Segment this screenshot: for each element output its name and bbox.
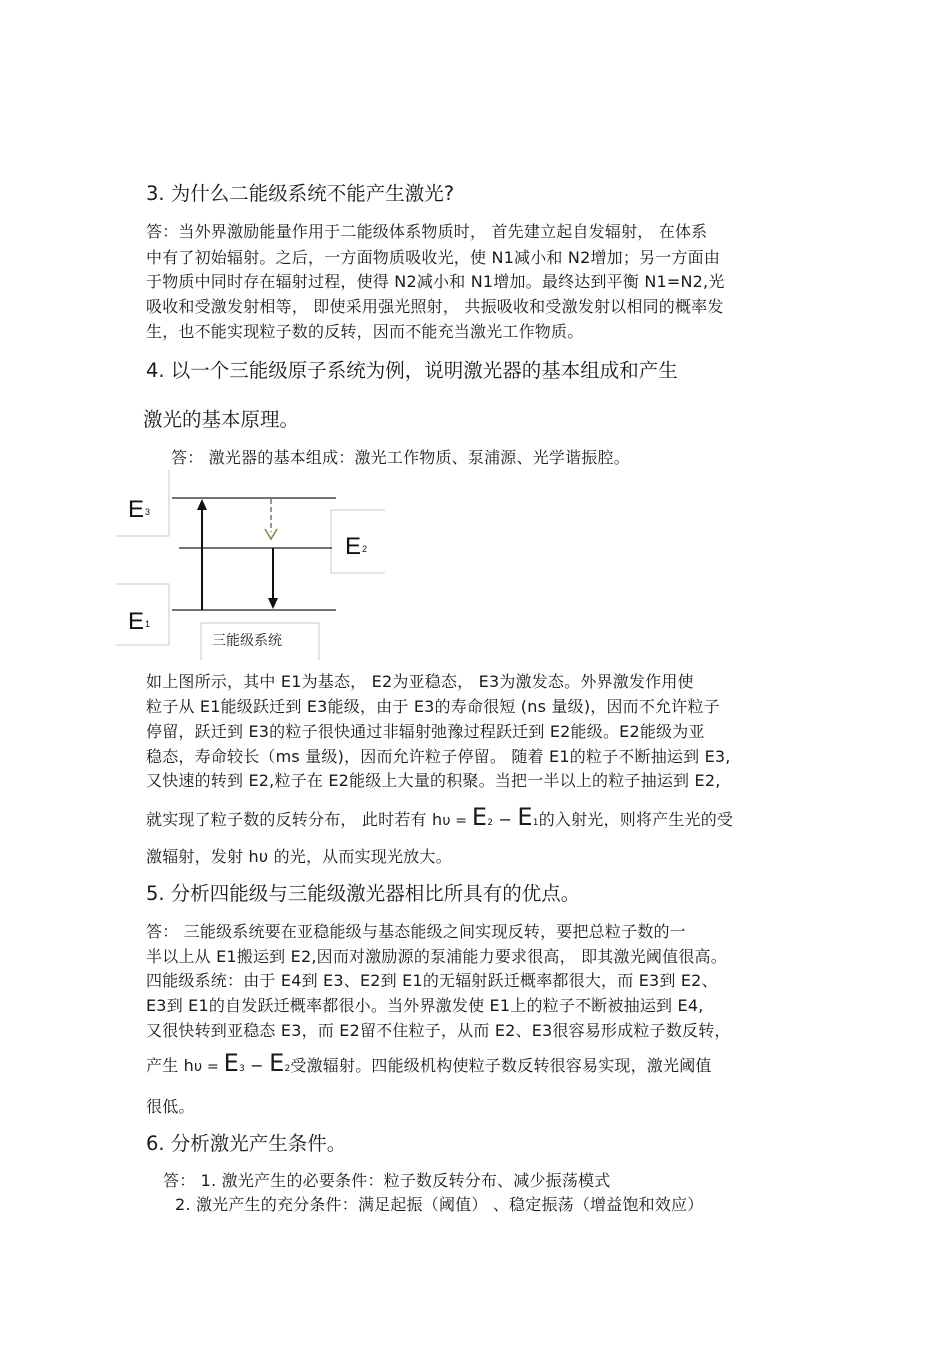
q4-line: 粒子从 E1能级跃迁到 E3能级，由于 E3的寿命很短 (ns 量级)，因而不允许粒子	[146, 697, 720, 716]
q6-line: 答： 1. 激光产生的必要条件：粒子数反转分布、减少振荡模式	[163, 1171, 611, 1190]
q5-formula-line: 产生 hυ = E3 − E2受激辐射。四能级机构使粒子数反转很容易实现，激光阈值	[146, 1049, 712, 1077]
q5-last-line: 很低。	[146, 1097, 195, 1116]
q5-line: 答： 三能级系统要在亚稳能级与基态能级之间实现反转，要把总粒子数的一	[146, 922, 686, 941]
energy-level-diagram	[110, 468, 400, 663]
q5-line: E3到 E1的自发跃迁概率都很小。当外界激发使 E1上的粒子不断被抽运到 E4,	[146, 996, 704, 1015]
q6-title: 6. 分析激光产生条件。	[146, 1132, 347, 1155]
q3-line: 中有了初始辐射。之后，一方面物质吸收光，使 N1减小和 N2增加；另一方面由	[146, 248, 721, 267]
q5-line: 四能级系统：由于 E4到 E3、E2到 E1的无辐射跃迁概率都很大，而 E3到 E2、	[146, 971, 718, 990]
q3-line: 于物质中同时存在辐射过程，使得 N2减小和 N1增加。最终达到平衡 N1=N2,光	[146, 272, 725, 291]
q3-line: 生，也不能实现粒子数的反转，因而不能充当激光工作物质。	[146, 322, 584, 341]
q4-title: 4. 以一个三能级原子系统为例，说明激光器的基本组成和产生	[146, 359, 678, 382]
q4-title-cont: 激光的基本原理。	[143, 408, 300, 431]
q6-line: 2. 激光产生的充分条件：满足起振（阈值） 、稳定振荡（增益饱和效应）	[175, 1195, 704, 1214]
q5-title: 5. 分析四能级与三能级激光器相比所具有的优点。	[146, 882, 581, 905]
q5-line: 又很快转到亚稳态 E3，而 E2留不住粒子，从而 E2、E3很容易形成粒子数反转，	[146, 1021, 731, 1040]
q4-line: 停留，跃迁到 E3的粒子很快通过非辐射弛豫过程跃迁到 E2能级。E2能级为亚	[146, 722, 705, 741]
e1-label: E1	[128, 608, 151, 635]
pump-arrowhead	[197, 499, 207, 510]
q3-title: 3. 为什么二能级系统不能产生激光?	[146, 182, 455, 205]
q4-line: 稳态，寿命较长（ms 量级)，因而允许粒子停留。 随着 E1的粒子不断抽运到 E3,	[146, 747, 731, 766]
q4-line: 又快速的转到 E2,粒子在 E2能级上大量的积聚。当把一半以上的粒子抽运到 E2,	[146, 771, 721, 790]
nonradiative-arrowhead	[265, 529, 277, 539]
laser-arrowhead	[268, 598, 278, 609]
e3-label: E3	[128, 496, 151, 523]
q3-line: 吸收和受激发射相等， 即使采用强光照射， 共振吸收和受激发射以相同的概率发	[146, 297, 724, 316]
q3-line: 答：当外界激励能量作用于二能级体系物质时， 首先建立起自发辐射， 在体系	[146, 222, 708, 241]
q4-line: 如上图所示，其中 E1为基态， E2为亚稳态， E3为激发态。外界激发作用使	[146, 672, 694, 691]
q5-line: 半以上从 E1搬运到 E2,因而对激励源的泵浦能力要求很高， 即其激光阈值很高。	[146, 947, 727, 966]
q4-formula-line: 就实现了粒子数的反转分布， 此时若有 hυ = E2 − E1的入射光，则将产生光的受	[146, 803, 734, 831]
diagram-caption: 三能级系统	[212, 632, 282, 648]
q4-answer-intro: 答： 激光器的基本组成：激光工作物质、泵浦源、光学谐振腔。	[171, 448, 630, 467]
e2-label: E2	[345, 533, 368, 560]
q4-last-line: 激辐射，发射 hυ 的光，从而实现光放大。	[146, 847, 452, 866]
